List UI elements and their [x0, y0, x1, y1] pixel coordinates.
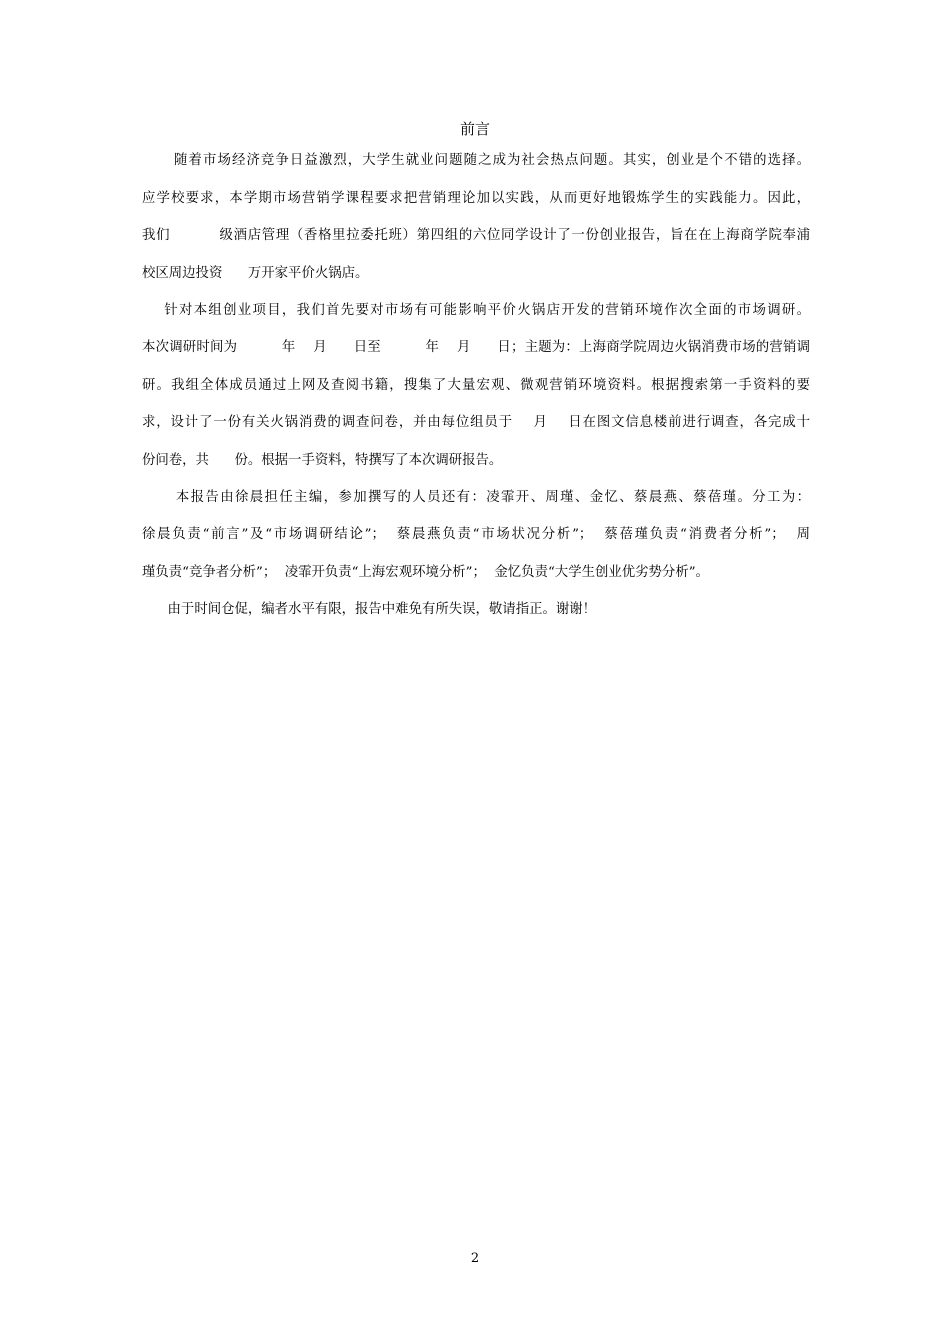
paragraph-line: 由于时间仓促，编者水平有限，报告中难免有所失误，敬请指正。谢谢！	[142, 602, 597, 617]
paragraph-line: 应学校要求，本学期市场营销学课程要求把营销理论加以实践，从而更好地锻炼学生的实践能力。因此，	[142, 191, 810, 206]
paragraph-line: 研。我组全体成员通过上网及查阅书籍，搜集了大量宏观、微观营销环境资料。根据搜索第一手资料的要	[142, 378, 810, 393]
paragraph-line: 求，设计了一份有关火锅消费的调查问卷，并由每位组员于 月 日在图文信息楼前进行调查，各完成十	[142, 415, 810, 430]
paragraph-line: 瑾负责“竞争者分析”； 凌霏开负责“上海宏观环境分析”； 金忆负责“大学生创业优劣势分析”。	[142, 565, 709, 580]
paragraph-line: 我们 级酒店管理（香格里拉委托班）第四组的六位同学设计了一份创业报告，旨在在上海商学院奉浦	[142, 228, 810, 243]
paragraph-line: 针对本组创业项目，我们首先要对市场有可能影响平价火锅店开发的营销环境作次全面的市场调研。	[142, 303, 810, 318]
paragraph-line: 校区周边投资 万开家平价火锅店。	[142, 266, 369, 281]
page-number: 2	[470, 1251, 480, 1266]
paragraph-line: 本次调研时间为 年 月 日至 年 月 日；主题为：上海商学院周边火锅消费市场的营销调	[142, 340, 810, 355]
paragraph-line: 份问卷，共 份。根据一手资料，特撰写了本次调研报告。	[142, 453, 503, 468]
paragraph-line: 本报告由徐晨担任主编，参加撰写的人员还有：凌霏开、周瑾、金忆、蔡晨燕、蔡蓓瑾。分工为：	[142, 490, 810, 505]
paragraph-line: 随着市场经济竞争日益激烈，大学生就业问题随之成为社会热点问题。其实，创业是个不错的选择。	[142, 153, 810, 168]
paragraph-line: 徐晨负责“前言”及“市场调研结论”； 蔡晨燕负责“市场状况分析”； 蔡蓓瑾负责“消费者分析”； 周	[142, 527, 810, 542]
page-title: 前言	[459, 120, 490, 138]
